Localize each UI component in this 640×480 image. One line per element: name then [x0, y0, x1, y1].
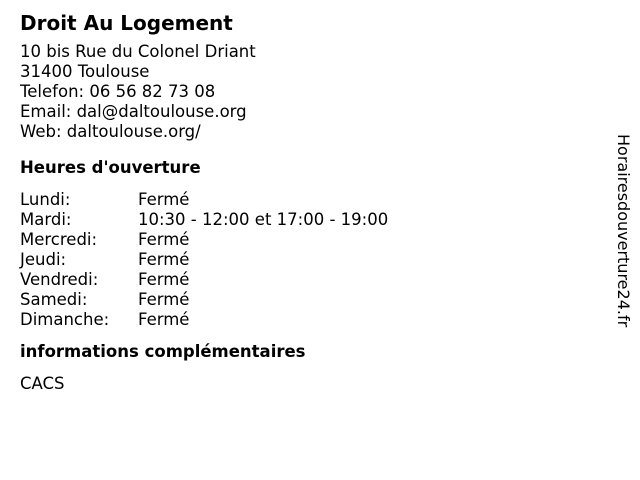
- phone-line: Telefon: 06 56 82 73 08: [20, 82, 216, 101]
- hours-value: Fermé: [138, 190, 190, 209]
- hours-row-saturday: [20, 290, 388, 310]
- hours-row-tuesday: [20, 210, 388, 230]
- day-label: Samedi:: [20, 290, 88, 309]
- hours-value: 10:30 - 12:00 et 17:00 - 19:00: [138, 210, 389, 229]
- day-label: Vendredi:: [20, 270, 99, 289]
- hours-value: Fermé: [138, 230, 190, 249]
- hours-row-friday: [20, 270, 388, 290]
- site-watermark: Horairesdouverture24.fr: [614, 134, 633, 328]
- city-line: 31400 Toulouse: [20, 62, 150, 81]
- hours-value: Fermé: [138, 310, 190, 329]
- web-line: Web: daltoulouse.org/: [20, 122, 201, 141]
- day-label: Dimanche:: [20, 310, 110, 329]
- hours-row-wednesday: [20, 230, 388, 250]
- day-label: Mercredi:: [20, 230, 98, 249]
- hours-value: Fermé: [138, 290, 190, 309]
- day-label: Mardi:: [20, 210, 72, 229]
- day-label: Lundi:: [20, 190, 71, 209]
- email-line: Email: dal@daltoulouse.org: [20, 102, 247, 121]
- day-label: Jeudi:: [20, 250, 67, 269]
- hours-row-sunday: [20, 310, 388, 330]
- hours-row-monday: [20, 190, 388, 210]
- hours-value: Fermé: [138, 250, 190, 269]
- hours-row-thursday: [20, 250, 388, 270]
- extra-info-heading: informations complémentaires: [20, 342, 306, 361]
- opening-hours-table: [20, 190, 388, 330]
- street-address: 10 bis Rue du Colonel Driant: [20, 42, 256, 61]
- business-card: [20, 10, 600, 394]
- address-block: [20, 42, 600, 142]
- hours-heading: Heures d'ouverture: [20, 158, 201, 177]
- hours-value: Fermé: [138, 270, 190, 289]
- extra-info-text: CACS: [20, 374, 65, 393]
- business-name: Droit Au Logement: [20, 11, 233, 35]
